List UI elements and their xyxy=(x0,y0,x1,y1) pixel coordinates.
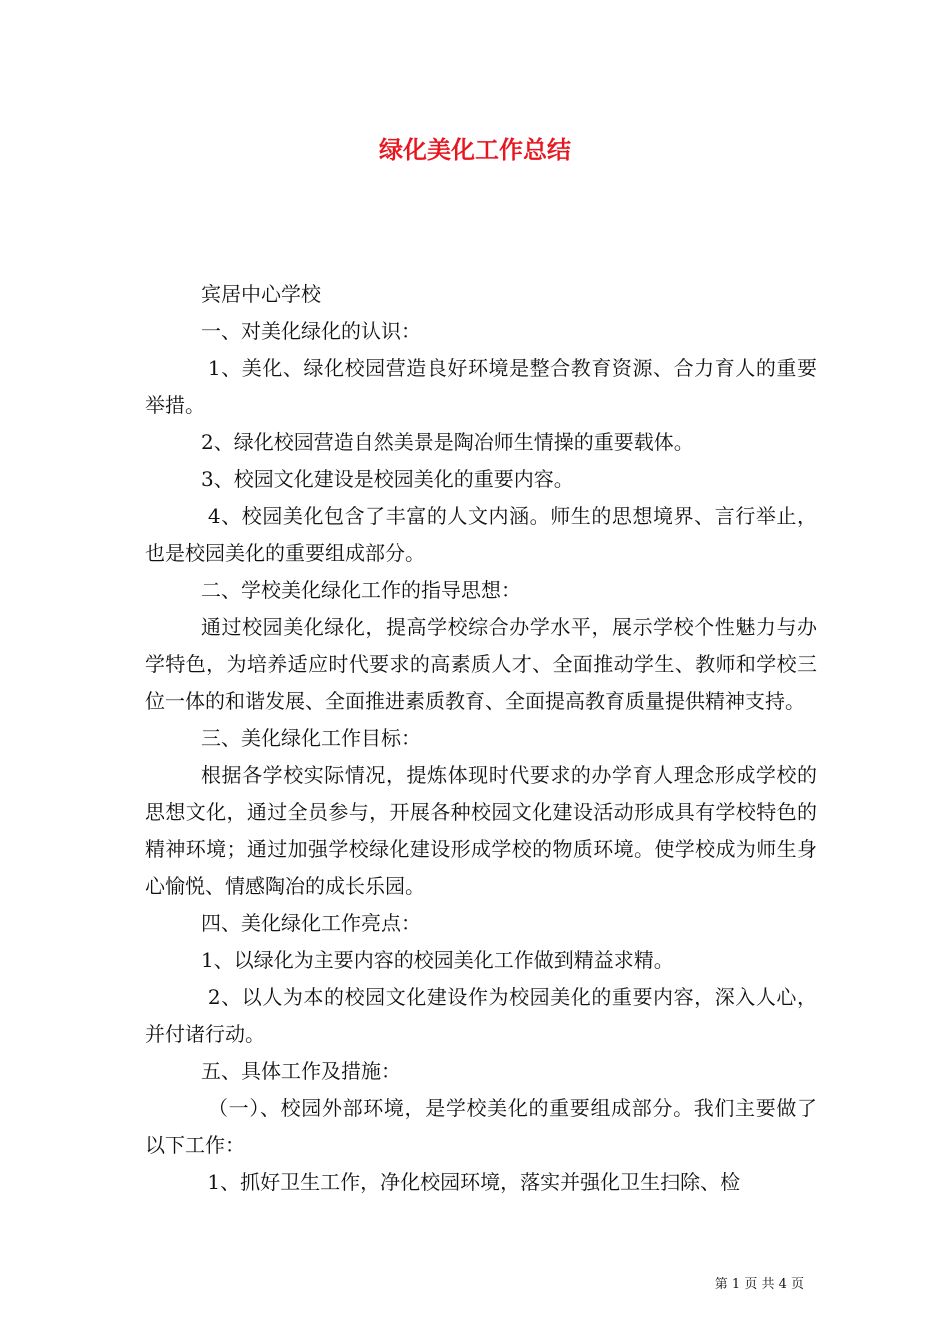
paragraph: 2、以人为本的校园文化建设作为校园美化的重要内容，深入人心，并付诸行动。 xyxy=(145,985,817,1046)
paragraph: 通过校园美化绿化，提高学校综合办学水平，展示学校个性魅力与办学特色，为培养适应时代要求的高素质人才、全面推动学生、教师和学校三位一体的和谐发展、全面推进素质教育、全面提高教育质量提供精神支持。 xyxy=(145,615,817,713)
document-title: 绿化美化工作总结 xyxy=(379,136,571,164)
paragraph: 4、校园美化包含了丰富的人文内涵。师生的思想境界、言行举止，也是校园美化的重要组成部分。 xyxy=(145,504,817,565)
paragraph: 宾居中心学校 xyxy=(201,282,321,306)
paragraph: 根据各学校实际情况，提炼体现时代要求的办学育人理念形成学校的思想文化，通过全员参与，开展各种校园文化建设活动形成具有学校特色的精神环境；通过加强学校绿化建设形成学校的物质环境。使学校成为师生身心愉悦、情感陶冶的成长乐园。 xyxy=(145,763,817,898)
paragraph: 一、对美化绿化的认识： xyxy=(201,319,421,343)
paragraph: 3、校园文化建设是校园美化的重要内容。 xyxy=(201,467,574,491)
paragraph: 二、学校美化绿化工作的指导思想： xyxy=(201,578,521,602)
paragraph: 1、以绿化为主要内容的校园美化工作做到精益求精。 xyxy=(201,948,674,972)
page-footer: 第 1 页 共 4 页 xyxy=(714,1277,804,1292)
paragraph: 1、美化、绿化校园营造良好环境是整合教育资源、合力育人的重要举措。 xyxy=(145,356,817,417)
paragraph: 2、绿化校园营造自然美景是陶冶师生情操的重要载体。 xyxy=(201,430,694,454)
paragraph: 五、具体工作及措施： xyxy=(201,1059,401,1083)
document-body xyxy=(145,276,817,1201)
paragraph: 三、美化绿化工作目标： xyxy=(201,726,421,750)
paragraph: 1、抓好卫生工作，净化校园环境，落实并强化卫生扫除、检 xyxy=(201,1170,741,1194)
paragraph: 四、美化绿化工作亮点： xyxy=(201,911,421,935)
paragraph: （一）、校园外部环境，是学校美化的重要组成部分。我们主要做了以下工作： xyxy=(145,1096,818,1157)
